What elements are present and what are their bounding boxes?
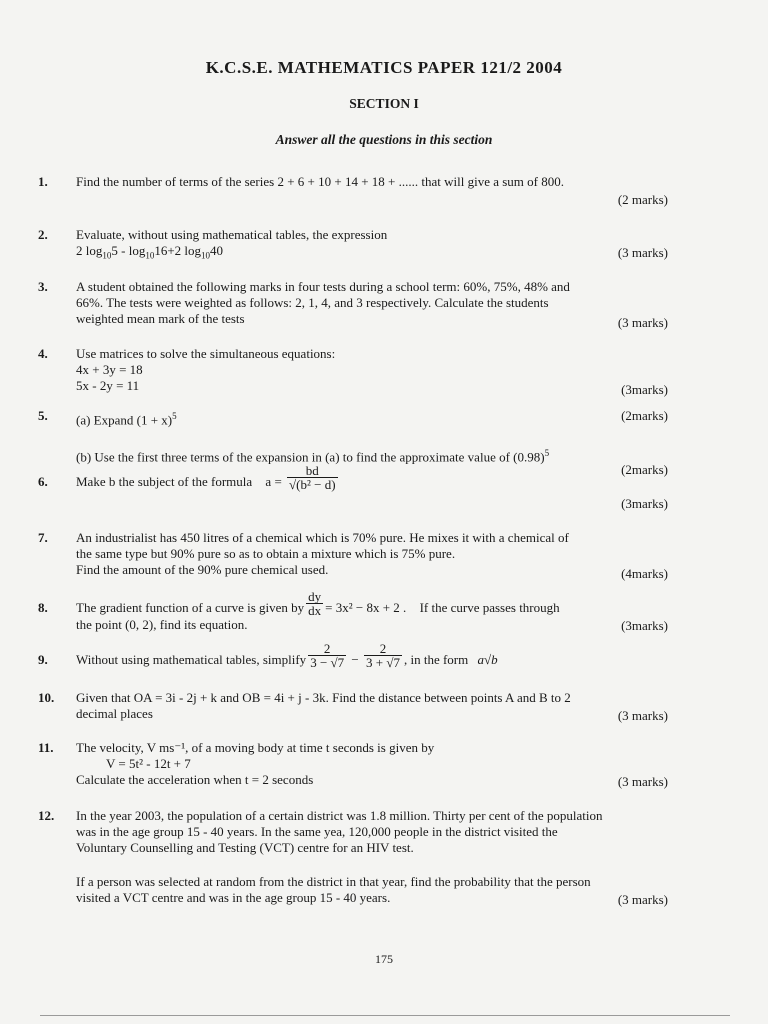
simplify-expression: Without using mathematical tables, simplify $\frac{2}{3 - √7}$ − $\frac{2}{3 + √7}$ , in the form a√b xyxy=(76,640,498,670)
question-text: Voluntary Counselling and Testing (VCT) centre for an HIV test. xyxy=(76,840,414,855)
question-text: visited a VCT centre and was in the age group 15 - 40 years. xyxy=(76,890,391,905)
question-number: 1. xyxy=(38,174,48,189)
question-3 xyxy=(38,279,668,330)
question-12 xyxy=(38,808,668,906)
marks: (3 marks) xyxy=(617,315,668,330)
question-number: 8. xyxy=(38,600,48,615)
question-text: The velocity, V ms⁻¹, of a moving body at time t seconds is given by xyxy=(76,740,435,755)
marks: (3marks) xyxy=(621,618,668,633)
section-heading: SECTION I xyxy=(349,96,419,111)
question-number: 10. xyxy=(38,690,55,705)
marks-part-b: (2marks) xyxy=(621,462,668,477)
page-edge-divider xyxy=(40,1015,730,1016)
marks: (3marks) xyxy=(621,496,668,511)
page-number: 175 xyxy=(375,952,393,966)
instructions: Answer all the questions in this section xyxy=(275,132,493,147)
marks: (3 marks) xyxy=(617,245,668,260)
question-number: 5. xyxy=(38,408,48,423)
part-a: (a) Expand $(1 + x)^5$ xyxy=(76,411,177,428)
marks: (4marks) xyxy=(621,566,668,581)
question-number: 11. xyxy=(38,740,54,755)
question-text: Given that OA = 3i - 2j + k and OB = 4i + j - 3k. Find the distance between points A and B to 2 xyxy=(76,690,571,705)
question-number: 4. xyxy=(38,346,48,361)
question-10 xyxy=(38,690,668,722)
question-text: Make b the subject of the formula xyxy=(76,474,253,489)
question-number: 3. xyxy=(38,279,48,294)
question-text: Evaluate, without using mathematical tables, the expression xyxy=(76,227,388,242)
log-expression: 2 $\log_{10}5 - \log_{10}16+2$ $\log_{10}40$ xyxy=(76,243,224,261)
question-text: A student obtained the following marks in four tests during a school term: 60%, 75%, 48% and xyxy=(76,279,570,294)
marks: (3marks) xyxy=(621,382,668,397)
question-text: If a person was selected at random from the district in that year, find the probability that the person xyxy=(76,874,591,889)
marks-part-a: (2marks) xyxy=(621,408,668,423)
equation-2: 5x - 2y = 11 xyxy=(76,378,140,393)
question-4 xyxy=(38,346,668,397)
question-text: was in the age group 15 - 40 years. In the same yea, 120,000 people in the district visited the xyxy=(76,824,558,839)
question-7 xyxy=(38,530,668,581)
marks: (3 marks) xyxy=(617,774,668,789)
question-number: 2. xyxy=(38,227,48,242)
question-text: weighted mean mark of the tests xyxy=(76,311,245,326)
question-text: Find the number of terms of the series 2 + 6 + 10 + 14 + 18 + ...... that will give a sum of 800. xyxy=(76,174,564,189)
question-number: 7. xyxy=(38,530,48,545)
equation-1: 4x + 3y = 18 xyxy=(76,362,143,377)
question-2 xyxy=(38,227,668,264)
velocity-formula: V = 5t² - 12t + 7 xyxy=(106,756,191,771)
question-9 xyxy=(38,640,668,670)
marks: (3 marks) xyxy=(617,892,668,907)
formula-lhs: a = xyxy=(265,474,282,489)
question-text: Find the amount of the 90% pure chemical used. xyxy=(76,562,329,577)
question-text: In the year 2003, the population of a certain district was 1.8 million. Thirty per cent of the population xyxy=(76,808,603,823)
question-text: decimal places xyxy=(76,706,153,721)
question-text: 66%. The tests were weighted as follows: 2, 1, 4, and 3 respectively. Calculate the students xyxy=(76,295,549,310)
question-8 xyxy=(38,588,668,633)
question-number: 9. xyxy=(38,652,48,667)
question-text: the same type but 90% pure so as to obtain a mixture which is 75% pure. xyxy=(76,546,456,561)
marks: (3 marks) xyxy=(617,708,668,723)
question-number: 6. xyxy=(38,474,48,489)
part-b: (b) Use the first three terms of the expansion in (a) to find the approximate value of $(0.98)^5$ xyxy=(76,448,550,465)
question-text: the point (0, 2), find its equation. xyxy=(76,616,248,632)
question-1 xyxy=(38,174,668,207)
question-text: An industrialist has 450 litres of a chemical which is 70% pure. He mixes it with a chemical of xyxy=(76,530,569,545)
question-number: 12. xyxy=(38,808,55,823)
paper-title: K.C.S.E. MATHEMATICS PAPER 121/2 2004 xyxy=(205,58,563,77)
gradient-line: The gradient function of a curve is given by $\frac{dy}{dx}$ = 3x² − 8x + 2 . If the curve passes through xyxy=(76,588,560,618)
marks: (2 marks) xyxy=(617,192,668,207)
question-11 xyxy=(38,740,668,788)
question-text: Calculate the acceleration when t = 2 seconds xyxy=(76,772,314,787)
question-text: Use matrices to solve the simultaneous equations: xyxy=(76,346,336,361)
formula-fraction: $\frac{bd}{\text{√(b² − d)}}$ xyxy=(289,462,336,492)
